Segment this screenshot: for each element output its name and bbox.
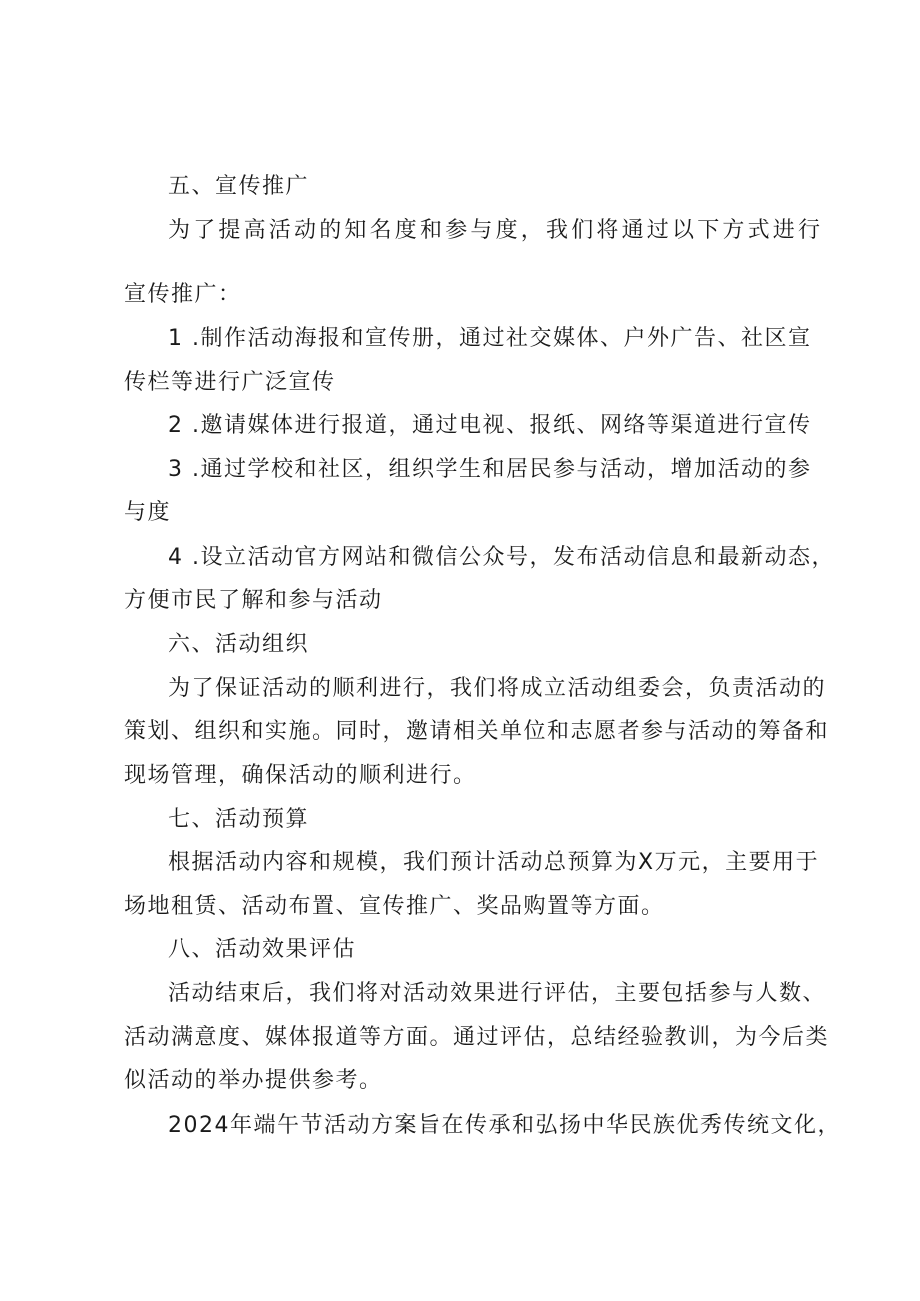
section-heading-evaluation: 八、活动效果评估: [168, 937, 357, 962]
paragraph-line: 为了保证活动的顺利进行，我们将成立活动组委会，负责活动的: [168, 676, 827, 701]
paragraph-line: 活动满意度、媒体报道等方面。通过评估，总结经验教训，为今后类: [124, 1025, 830, 1050]
paragraph-line: 现场管理，确保活动的顺利进行。: [124, 763, 477, 788]
list-item-4-line: 4 .设立活动官方网站和微信公众号，发布活动信息和最新动态，: [168, 545, 835, 570]
paragraph-line: 为了提高活动的知名度和参与度，我们将通过以下方式进行: [168, 218, 824, 243]
list-item-3-line: 3 .通过学校和社区，组织学生和居民参与活动，增加活动的参: [168, 457, 812, 482]
section-heading-organization: 六、活动组织: [168, 632, 310, 657]
list-item-2-line: 2 .邀请媒体进行报道，通过电视、报纸、网络等渠道进行宣传: [168, 413, 812, 438]
list-item-4-line: 方便市民了解和参与活动: [124, 588, 383, 613]
list-item-1-line: 传栏等进行广泛宣传: [124, 370, 336, 395]
paragraph-line: 根据活动内容和规模，我们预计活动总预算为X万元，主要用于: [168, 850, 820, 875]
paragraph-line: 宣传推广：: [124, 282, 242, 307]
section-heading-budget: 七、活动预算: [168, 807, 310, 832]
paragraph-line: 2024年端午节活动方案旨在传承和弘扬中华民族优秀传统文化，: [168, 1113, 841, 1138]
section-heading-publicity: 五、宣传推广: [168, 174, 310, 199]
list-item-3-line: 与度: [124, 500, 172, 525]
paragraph-line: 似活动的举办提供参考。: [124, 1068, 383, 1093]
list-item-1-line: 1 .制作活动海报和宣传册，通过社交媒体、户外广告、社区宣: [168, 326, 812, 351]
paragraph-line: 策划、组织和实施。同时，邀请相关单位和志愿者参与活动的筹备和: [124, 719, 830, 744]
paragraph-line: 场地租赁、活动布置、宣传推广、奖品购置等方面。: [124, 894, 665, 919]
paragraph-line: 活动结束后，我们将对活动效果进行评估，主要包括参与人数、: [168, 981, 827, 1006]
